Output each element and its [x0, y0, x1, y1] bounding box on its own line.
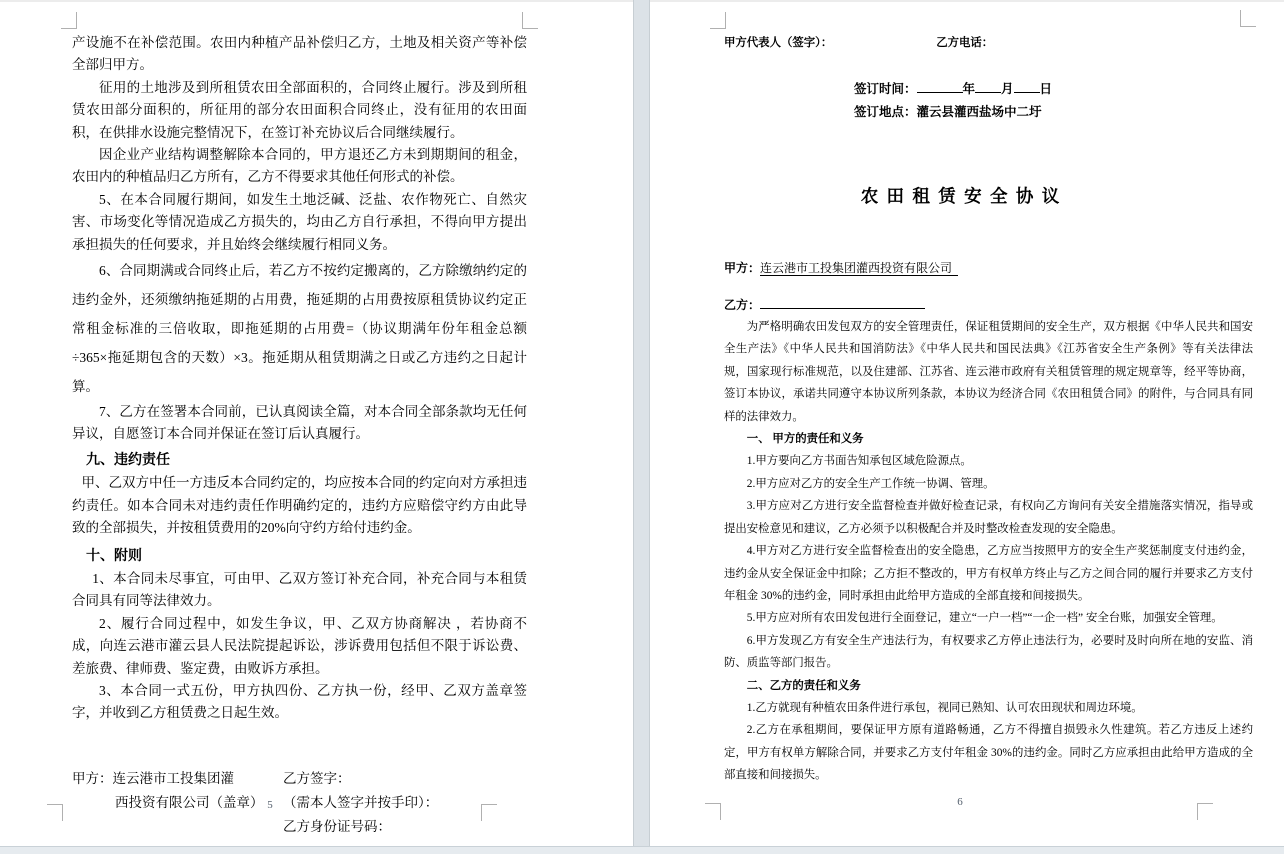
party-b-line: （需本人签字并按手印）： — [283, 794, 439, 810]
party-b-line: 乙方签字： — [283, 770, 351, 786]
representative-line — [724, 32, 1253, 54]
year-unit: 年 — [962, 82, 976, 97]
sign-time-line — [724, 78, 1253, 100]
agreement-intro: 为严格明确农田发包双方的安全管理责任，保证租赁期间的安全生产，双方根据《中华人民共和国安全生产法》《中华人民共和国消防法》《中华人民共和国民法典》《江苏省安全生产条例》等有关法律法规，国家现行标准规范，以及住建部、江苏省、连云港市政府有关租赁管理的规定规章等，经平等协商，签订本协议，承诺共同遵守本协议所列条款，本协议为经济合同《农田租赁合同》的附件，与合同具有同样的法律效力。 — [724, 321, 1253, 423]
sign-time-label: 签订时间： — [854, 82, 917, 97]
contract-paragraph: 5、在本合同履行期间，如发生土地泛碱、泛盐、农作物死亡、自然灾害、市场变化等情况造成乙方损失的，均由乙方自行承担，不得向甲方提出承担损失的任何要求，并且始终会继续履行相同义务。 — [72, 191, 527, 252]
month-blank-field — [975, 80, 1001, 93]
margin-crop-mark — [710, 12, 726, 29]
day-blank-field — [1014, 80, 1040, 93]
agreement-item: 1.乙方就现有种植农田条件进行承包，视同已熟知、认可农田现状和周边环境。 — [746, 701, 1143, 714]
margin-crop-mark — [1240, 10, 1256, 27]
left-page-body — [72, 32, 527, 847]
contract-paragraph: 产设施不在补偿范围。农田内种植产品补偿归乙方，土地及相关资产等补偿全部归甲方。 — [72, 35, 527, 73]
agreement-item: 4.甲方对乙方进行安全监督检查出的安全隐患，乙方应当按照甲方的安全生产奖惩制度支付违约金，违约金从安全保证金中扣除；乙方拒不整改的，甲方有权单方终止与乙方之间合同的履行并要求乙方支付年租金 30%的违约金，同时承担由此给甲方造成的全部直接和间接损失。 — [724, 545, 1253, 602]
party-a-line: 西投资有限公司（盖章） — [115, 794, 264, 810]
margin-crop-mark — [522, 12, 538, 29]
party-b-label: 乙方： — [724, 297, 761, 312]
agreement-item: 2.乙方在承租期间，要保证甲方原有道路畅通，乙方不得擅自损毁永久性建筑。若乙方违反上述约定，甲方有权单方解除合同，并要求乙方支付年租金 30%的违约金。同时乙方应承担由此给甲方造成的全部直接和间接损失。 — [724, 724, 1253, 782]
year-blank-field — [917, 80, 963, 93]
contract-paragraph: 7、乙方在签署本合同前，已认真阅读全篇，对本合同全部条款均无任何异议，自愿签订本合同并保证在签订后认真履行。 — [72, 404, 527, 442]
party-b-blank-field — [760, 296, 925, 309]
scrollbar-track-horizontal[interactable] — [0, 846, 1284, 854]
spacer — [832, 32, 936, 54]
page-right — [650, 2, 1284, 846]
page-gap-divider — [633, 0, 650, 846]
right-page-body — [724, 32, 1253, 787]
section-heading: 一、 甲方的责任和义务 — [746, 433, 864, 446]
party-b-line: 乙方身份证号码： — [283, 818, 391, 834]
contract-paragraph: 征用的土地涉及到所租赁农田全部面积的，合同终止履行。涉及到所租赁农田部分面积的，所征用的部分农田面积合同终止，没有征用的农田面积，在供排水设施完整情况下，在签订补充协议后合同继续履行。 — [72, 79, 527, 140]
party-a-line — [724, 257, 1253, 279]
month-unit: 月 — [1001, 82, 1014, 97]
agreement-item: 1.甲方要向乙方书面告知承包区域危险源点。 — [746, 455, 972, 468]
agreement-item: 2.甲方应对乙方的安全生产工作统一协调、管理。 — [746, 477, 995, 490]
day-unit: 日 — [1039, 82, 1053, 97]
agreement-item: 6.甲方发现乙方有安全生产违法行为，有权要求乙方停止违法行为，必要时及时向所在地的安监、消防、质监等部门报告。 — [724, 634, 1253, 670]
section-heading: 十、附则 — [86, 548, 142, 564]
party-a-representative-label: 甲方代表人（签字）： — [724, 37, 833, 49]
agreement-title: 农 田 租 赁 安 全 协 议 — [860, 186, 1062, 207]
agreement-item: 5.甲方应对所有农田发包进行全面登记，建立“一户一档”“一企一档” 安全台账，加强安全管理。 — [746, 612, 1223, 625]
party-a-line: 甲方：连云港市工投集团灌 — [72, 770, 234, 786]
contract-paragraph: 因企业产业结构调整解除本合同的，甲方退还乙方未到期期间的租金，农田内的种植品归乙方所有，乙方不得要求其他任何形式的补偿。 — [72, 147, 527, 185]
party-a-label: 甲方： — [724, 261, 761, 276]
contract-paragraph: 3、本合同一式五份，甲方执四份、乙方执一份，经甲、乙双方盖章签字，并收到乙方租赁费之日起生效。 — [72, 682, 527, 721]
section-heading: 二、乙方的责任和义务 — [746, 679, 861, 692]
page-left — [0, 2, 633, 846]
section-heading: 九、违约责任 — [86, 452, 170, 468]
sign-place-line: 签订地点：灌云县灌西盐场中二圩 — [854, 104, 1042, 119]
contract-paragraph: 甲、乙双方中任一方违反本合同约定的，均应按本合同的约定向对方承担违约责任。如本合同未对违约责任作明确约定的，违约方应赔偿守约方由此导致的全部损失，并按租赁费用的20%向守约方给付违约金。 — [72, 475, 527, 536]
contract-paragraph: 2、履行合同过程中，如发生争议，甲、乙双方协商解决 ，若协商不成，向连云港市灌云县人民法院提起诉讼，涉诉费用包括但不限于诉讼费、差旅费、律师费、鉴定费，由败诉方承担。 — [72, 615, 527, 676]
party-b-line — [724, 294, 1253, 316]
page-number: 5 — [267, 799, 273, 811]
party-a-name: 连云港市工投集团灌西投资有限公司 — [760, 261, 958, 276]
agreement-item: 3.甲方应对乙方进行安全监督检查并做好检查记录，有权向乙方询问有关安全措施落实情况，指导或提出安检意见和建议，乙方必须予以积极配合并及时整改检查发现的安全隐患。 — [724, 500, 1253, 535]
contract-paragraph: 6、合同期满或合同终止后，若乙方不按约定搬离的，乙方除缴纳约定的违约金外，还须缴纳拖延期的占用费，拖延期的占用费按原租赁协议约定正常租金标准的三倍收取，即拖延期的占用费=（协议期满年份年租金总额÷365×拖延期包含的天数）×3。拖延期从租赁期满之日或乙方违约之日起计算。 — [72, 263, 527, 395]
margin-crop-mark — [61, 12, 77, 29]
contract-paragraph: 1、本合同未尽事宜，可由甲、乙双方签订补充合同，补充合同与本租赁合同具有同等法律效力。 — [72, 570, 527, 609]
page-number: 6 — [957, 796, 963, 808]
party-b-phone-label: 乙方电话： — [936, 37, 994, 49]
